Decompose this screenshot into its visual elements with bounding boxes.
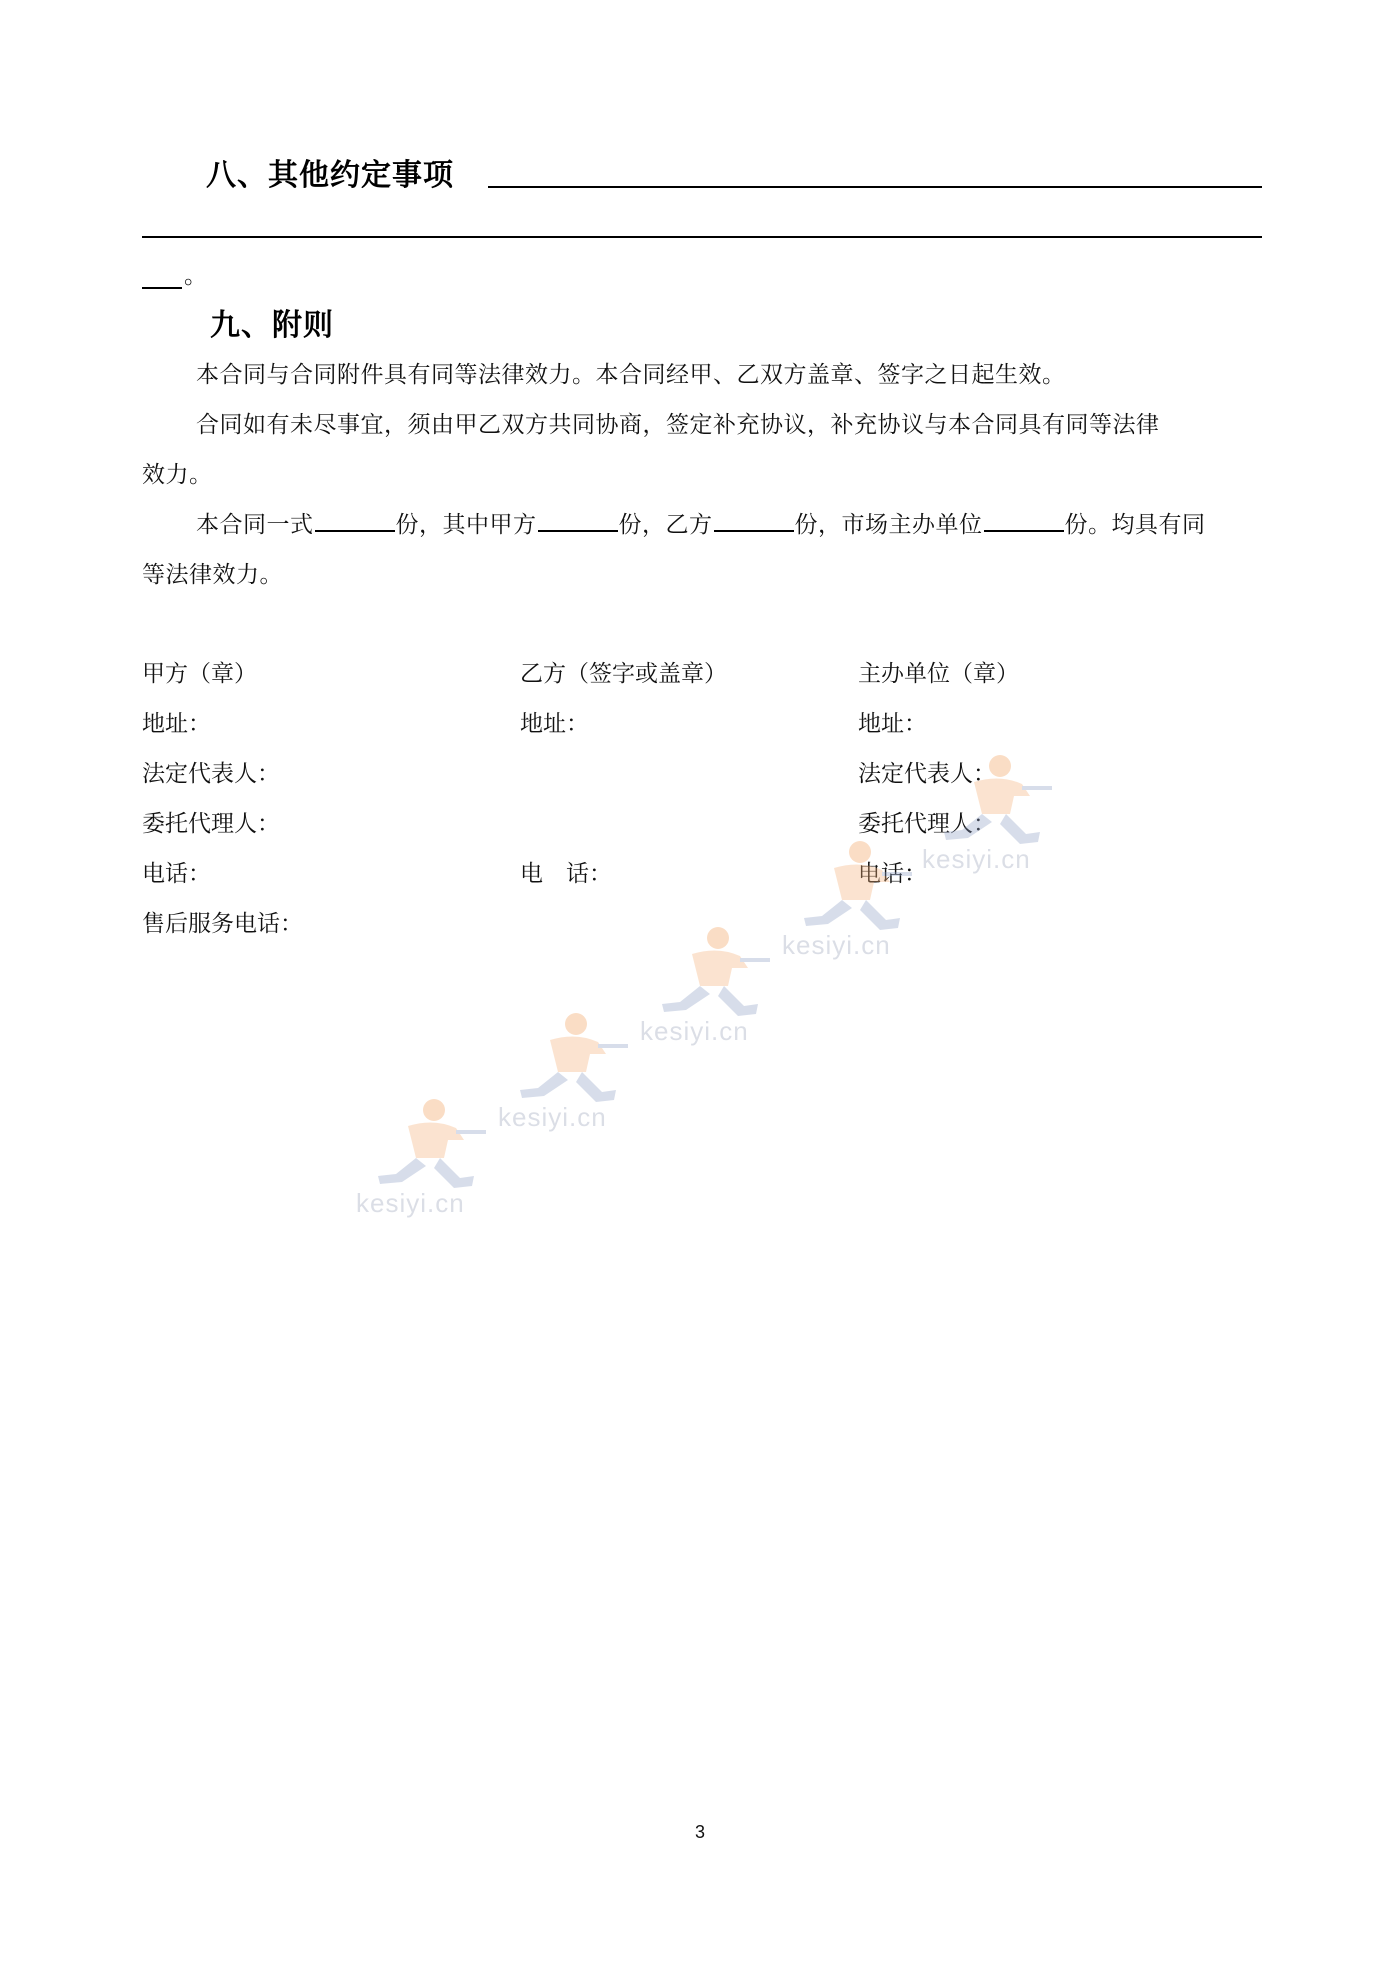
copies-party-a-blank	[538, 506, 618, 532]
party-a-address: 地址：	[142, 711, 211, 737]
copies-organizer-label: 份，市场主办单位	[794, 512, 983, 538]
section-8-tail: 。	[184, 263, 208, 289]
copies-total-label: 本合同一式	[196, 512, 314, 538]
watermark-text: kesiyi.cn	[356, 1188, 465, 1218]
section-8-blank-line-3	[142, 287, 182, 289]
section-8-blank-line-2	[142, 236, 1262, 238]
section-9-title: 九、附则	[210, 308, 334, 343]
watermark-text: kesiyi.cn	[640, 1016, 749, 1046]
watermark	[922, 752, 1072, 892]
party-a-legal-rep: 法定代表人：	[142, 761, 280, 787]
copies-organizer-blank	[984, 506, 1064, 532]
runner-icon	[922, 752, 1072, 852]
section-8-blank-line-1	[488, 186, 1262, 188]
watermark-text: kesiyi.cn	[782, 930, 891, 960]
party-b-address: 地址：	[520, 711, 589, 737]
organizer-address: 地址：	[858, 711, 927, 737]
copies-total-blank	[315, 506, 395, 532]
runner-icon	[498, 1010, 648, 1110]
section-9-paragraph-2-line-1: 合同如有未尽事宜，须由甲乙双方共同协商，签定补充协议，补充协议与本合同具有同等法律	[196, 412, 1160, 438]
organizer-agent: 委托代理人：	[858, 811, 996, 837]
copies-party-b-label: 份，乙方	[618, 512, 713, 538]
section-9-paragraph-3-line-1	[196, 500, 1206, 550]
watermark	[498, 1010, 648, 1150]
section-9-paragraph-1: 本合同与合同附件具有同等法律效力。本合同经甲、乙双方盖章、签字之日起生效。	[196, 362, 1066, 388]
organizer-phone: 电话：	[858, 861, 927, 887]
party-a-title: 甲方（章）	[142, 661, 257, 687]
party-a-phone: 电话：	[142, 861, 211, 887]
runner-icon	[356, 1096, 506, 1196]
copies-party-a-label: 份，其中甲方	[395, 512, 537, 538]
copies-end-label: 份。均具有同	[1064, 512, 1206, 538]
watermark-text: kesiyi.cn	[498, 1102, 607, 1132]
section-9-paragraph-2-line-2: 效力。	[142, 462, 213, 488]
runner-icon	[782, 838, 932, 938]
section-8-title: 八、其他约定事项	[206, 158, 454, 193]
watermark-text: kesiyi.cn	[922, 844, 1031, 874]
party-b-phone: 电 话：	[520, 861, 612, 887]
section-9-paragraph-3-line-2: 等法律效力。	[142, 562, 283, 588]
watermark	[640, 924, 790, 1064]
party-a-after-sales-phone: 售后服务电话：	[142, 911, 303, 937]
watermark	[782, 838, 932, 978]
party-a-agent: 委托代理人：	[142, 811, 280, 837]
party-b-title: 乙方（签字或盖章）	[520, 661, 727, 687]
runner-icon	[640, 924, 790, 1024]
page-number: 3	[694, 1822, 705, 1842]
watermark	[356, 1096, 506, 1236]
organizer-legal-rep: 法定代表人：	[858, 761, 996, 787]
copies-party-b-blank	[714, 506, 794, 532]
organizer-title: 主办单位（章）	[858, 661, 1019, 687]
